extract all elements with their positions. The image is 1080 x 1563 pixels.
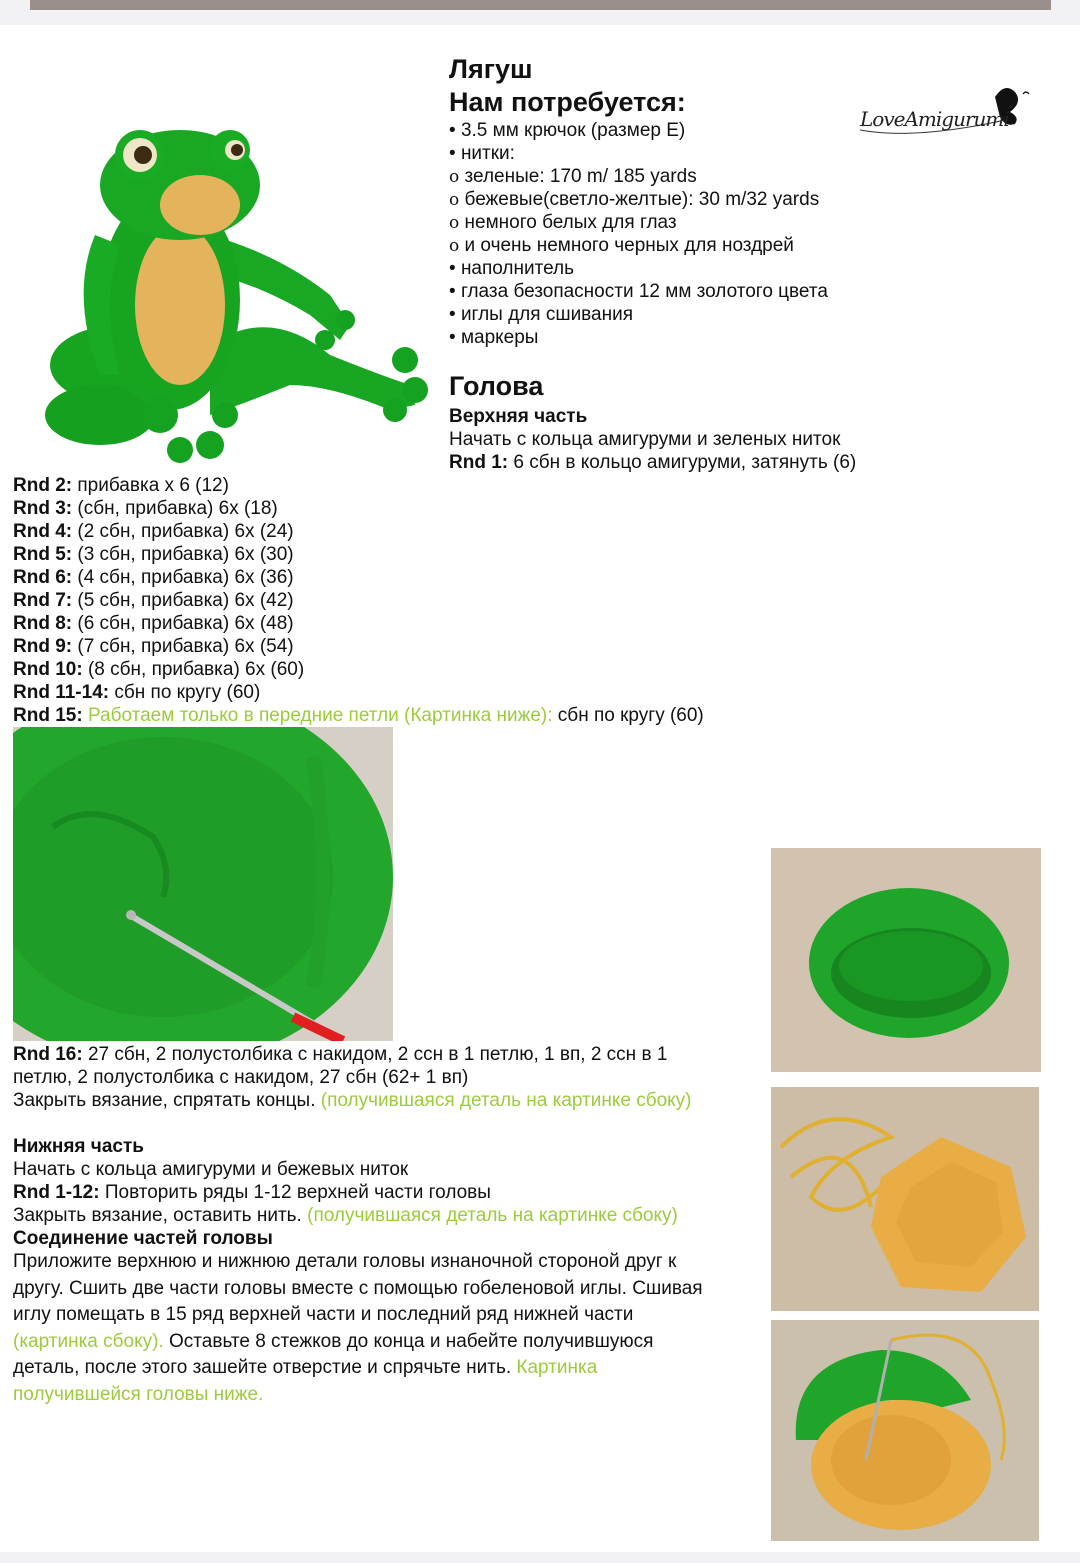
round-label: Rnd 1: xyxy=(449,452,509,473)
list-item: • нитки: xyxy=(449,143,515,164)
round-label: Rnd 9: xyxy=(13,636,73,657)
instruction-start: Начать с кольца амигуруми и бежевых ниток xyxy=(13,1159,409,1180)
round-label: Rnd 11-14: xyxy=(13,682,110,703)
round-row: Rnd 1-12: Повторить ряды 1-12 верхней части головы xyxy=(13,1182,491,1203)
round-row: Rnd 16: 27 сбн, 2 полустолбика с накидом, 2 ссн в 1 петлю, 1 вп, 2 ссн в 1 xyxy=(13,1044,668,1065)
list-item: • иглы для сшивания xyxy=(449,304,634,325)
bullet: • xyxy=(449,304,456,325)
subheading-top-part: Верхняя часть xyxy=(449,406,588,427)
round-row: Rnd 3: (сбн, прибавка) 6х (18) xyxy=(13,498,278,519)
list-item: • 3.5 мм крючок (размер Е) xyxy=(449,120,686,141)
top-image-strip xyxy=(30,0,1051,10)
instruction-start: Начать с кольца амигуруми и зеленых ниток xyxy=(449,429,841,450)
round-row: Rnd 8: (6 сбн, прибавка) 6х (48) xyxy=(13,613,294,634)
round-label: Rnd 5: xyxy=(13,544,73,565)
round-row: Rnd 11-14: сбн по кругу (60) xyxy=(13,682,261,703)
round-label: Rnd 1-12: xyxy=(13,1182,100,1203)
close-instruction: Закрыть вязание, оставить нить. (получившаяся деталь на картинке сбоку) xyxy=(13,1205,678,1226)
round-label: Rnd 4: xyxy=(13,521,73,542)
love-amigurumi-logo xyxy=(855,82,1035,147)
round-label: Rnd 10: xyxy=(13,659,83,680)
bottom-part-photo xyxy=(771,1087,1039,1311)
list-item: • наполнитель xyxy=(449,258,575,279)
bullet: o xyxy=(449,190,460,210)
round-row: Rnd 9: (7 сбн, прибавка) 6х (54) xyxy=(13,636,294,657)
round-row: Rnd 15: Работаем только в передние петли (Картинка ниже): сбн по кругу (60) xyxy=(13,705,704,726)
bullet: • xyxy=(449,120,456,141)
bullet: • xyxy=(449,143,456,164)
round-row: Rnd 6: (4 сбн, прибавка) 6х (36) xyxy=(13,567,294,588)
list-item: • маркеры xyxy=(449,327,539,348)
subheading-bottom-part: Нижняя часть xyxy=(13,1136,144,1157)
document-page xyxy=(0,25,1080,1552)
round-row-continued: петлю, 2 полустолбика с накидом, 27 сбн (62+ 1 вп) xyxy=(13,1067,469,1088)
round-label: Rnd 7: xyxy=(13,590,73,611)
round-row: Rnd 4: (2 сбн, прибавка) 6х (24) xyxy=(13,521,294,542)
list-item: • глаза безопасности 12 мм золотого цвета xyxy=(449,281,828,302)
round-row: Rnd 1: 6 сбн в кольцо амигуруми, затянуть (6) xyxy=(449,452,857,473)
bullet: • xyxy=(449,258,456,279)
subheading-joining: Соединение частей головы xyxy=(13,1228,273,1249)
round-row: Rnd 5: (3 сбн, прибавка) 6х (30) xyxy=(13,544,294,565)
bullet: • xyxy=(449,327,456,348)
round-label: Rnd 2: xyxy=(13,475,73,496)
round-row: Rnd 7: (5 сбн, прибавка) 6х (42) xyxy=(13,590,294,611)
front-loops-photo xyxy=(13,727,393,1041)
bullet: • xyxy=(449,281,456,302)
joining-photo xyxy=(771,1320,1039,1541)
list-item: o бежевые(светло-желтые): 30 m/32 yards xyxy=(449,189,820,210)
joining-paragraph: Приложите верхнюю и нижнюю детали головы изнаночной стороной друг к другу. Сшить две части головы вместе с помощью гобеленовой иглы. Сшивая иглу помещать в 15 ряд верхней части и последний ряд нижней части (картинка сбоку). Оставьте 8 стежков до конца и набейте получившуюся деталь, после этого зашейте отверстие и спрячьте нить. Картинка получившейся головы ниже. xyxy=(13,1251,703,1405)
round-label: Rnd 16: xyxy=(13,1044,83,1065)
round-row: Rnd 10: (8 сбн, прибавка) 6х (60) xyxy=(13,659,305,680)
bullet: o xyxy=(449,236,460,256)
section-heading-head: Голова xyxy=(449,371,544,401)
round-label: Rnd 3: xyxy=(13,498,73,519)
frog-photo xyxy=(10,85,430,470)
materials-heading: Нам потребуется: xyxy=(449,87,686,117)
bullet: o xyxy=(449,167,460,187)
pattern-title: Лягуш xyxy=(449,54,533,84)
top-part-photo xyxy=(771,848,1041,1072)
round-label: Rnd 15: xyxy=(13,705,83,726)
list-item: o немного белых для глаз xyxy=(449,212,677,233)
bullet: o xyxy=(449,213,460,233)
logo-text: LoveAmigurumi xyxy=(860,107,1009,131)
round-label: Rnd 8: xyxy=(13,613,73,634)
list-item: o и очень немного черных для ноздрей xyxy=(449,235,794,256)
round-label: Rnd 6: xyxy=(13,567,73,588)
close-instruction: Закрыть вязание, спрятать концы. (получившаяся деталь на картинке сбоку) xyxy=(13,1090,692,1111)
round-row: Rnd 2: прибавка х 6 (12) xyxy=(13,475,229,496)
list-item: o зеленые: 170 m/ 185 yards xyxy=(449,166,697,187)
